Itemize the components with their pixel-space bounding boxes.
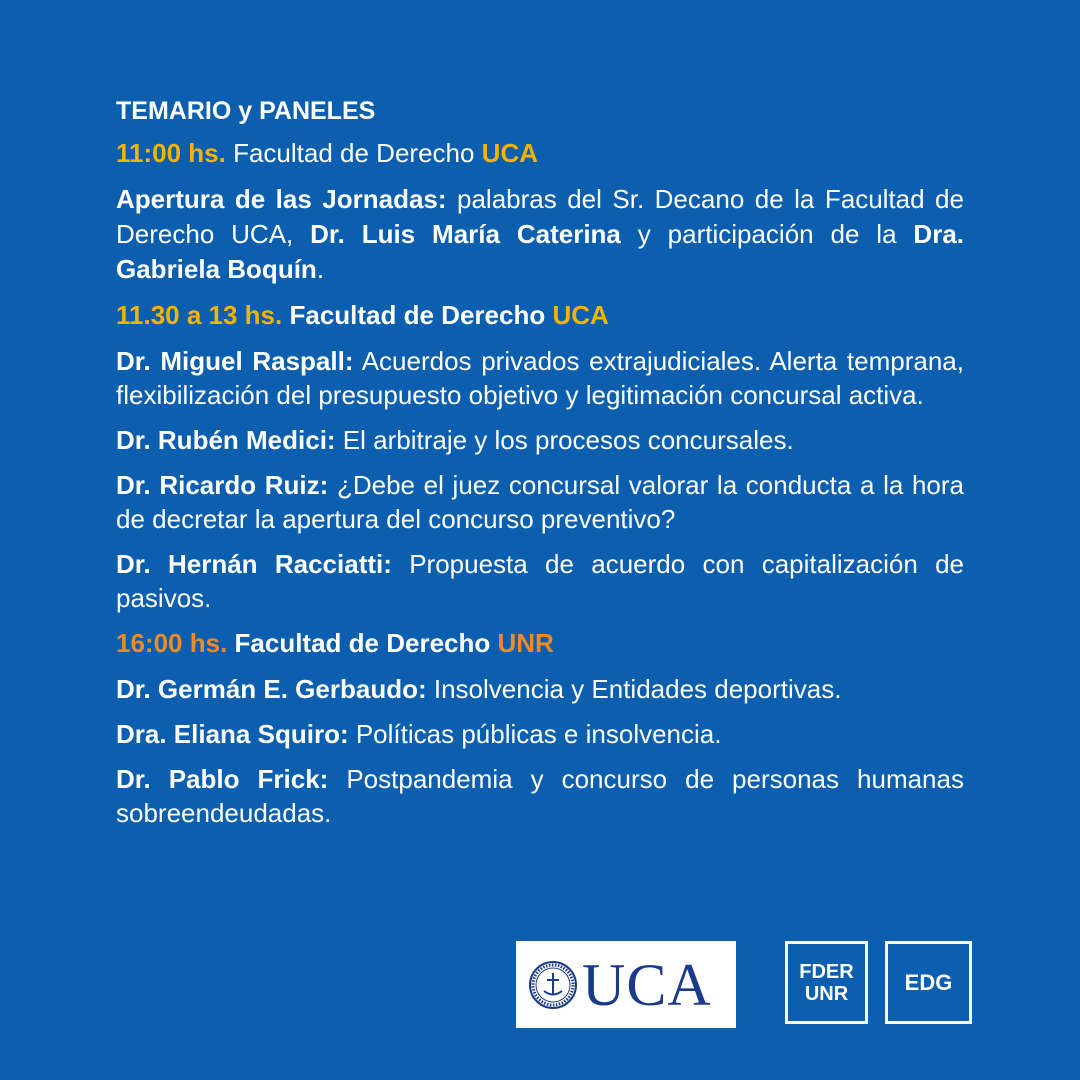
- session-heading-1130: [116, 298, 964, 332]
- uca-logo-text: UCA: [582, 952, 712, 1018]
- talk-topic: Postpandemia y concurso de personas humanas sobreendeudadas.: [116, 764, 964, 828]
- speaker-name: Dr. Pablo Frick:: [116, 764, 329, 794]
- talk-topic: El arbitraje y los procesos concursales.: [335, 425, 794, 455]
- fder-logo-line: FDER: [799, 960, 854, 983]
- talk-item: [116, 762, 964, 830]
- fder-logo-line: UNR: [804, 982, 849, 1005]
- fder-unr-logo: [785, 941, 868, 1024]
- talk-item: [116, 468, 964, 536]
- talk-topic: Propuesta de acuerdo con capitalización de pasivos.: [116, 549, 965, 613]
- session-time: 11.30 a 13 hs.: [116, 300, 283, 330]
- edg-logo-text: EDG: [904, 969, 953, 995]
- talk-topic: Insolvencia y Entidades deportivas.: [426, 674, 842, 704]
- talk-item: [116, 547, 964, 615]
- talk-item: [116, 344, 964, 412]
- speaker-name: Dr. Rubén Medici:: [116, 425, 336, 455]
- talk-item: [116, 717, 964, 751]
- session-venue: Facultad de Derecho: [227, 628, 498, 658]
- talk-topic: Políticas públicas e insolvencia.: [348, 719, 722, 749]
- uca-logo: [516, 941, 736, 1028]
- session-venue: Facultad de Derecho: [225, 138, 482, 168]
- talk-item: [116, 423, 964, 457]
- session-institution: UCA: [481, 138, 539, 168]
- uca-seal-icon: [528, 960, 578, 1010]
- session-time: 16:00 hs.: [116, 628, 228, 658]
- session-institution: UCA: [552, 300, 609, 330]
- apertura-text: .: [316, 254, 325, 284]
- session-time: 11:00 hs.: [116, 138, 226, 168]
- session-institution: UNR: [497, 628, 554, 658]
- session-heading-1600: [116, 626, 964, 660]
- apertura-text: palabras del Sr. Decano de la Facultad de Derecho UCA,: [116, 184, 964, 249]
- apertura-paragraph: [116, 182, 964, 287]
- speaker-name: Dr. Luis María Caterina: [310, 219, 621, 249]
- talk-topic: ¿Debe el juez concursal valorar la conducta a la hora de decretar la apertura del concurso preventivo?: [116, 470, 964, 534]
- talk-topic: Acuerdos privados extrajudiciales. Alerta temprana, flexibilización del presupuesto objetivo y legitimación concursal activa.: [116, 346, 964, 410]
- apertura-text: y participación de la: [620, 219, 914, 249]
- speaker-name: Dr. Ricardo Ruiz:: [116, 470, 329, 500]
- speaker-name: Dra. Gabriela Boquín: [116, 219, 964, 284]
- page-title: TEMARIO y PANELES: [116, 97, 376, 125]
- talk-item: [116, 672, 964, 706]
- speaker-name: Dr. Miguel Raspall:: [116, 346, 354, 376]
- apertura-label: Apertura de las Jornadas:: [116, 184, 447, 214]
- session-venue: Facultad de Derecho: [282, 300, 553, 330]
- program-content: [116, 94, 964, 841]
- speaker-name: Dr. Germán E. Gerbaudo:: [116, 674, 427, 704]
- speaker-name: Dra. Eliana Squiro:: [116, 719, 349, 749]
- session-heading-1100: [116, 136, 964, 170]
- speaker-name: Dr. Hernán Racciatti:: [116, 549, 392, 579]
- edg-logo: [885, 941, 972, 1024]
